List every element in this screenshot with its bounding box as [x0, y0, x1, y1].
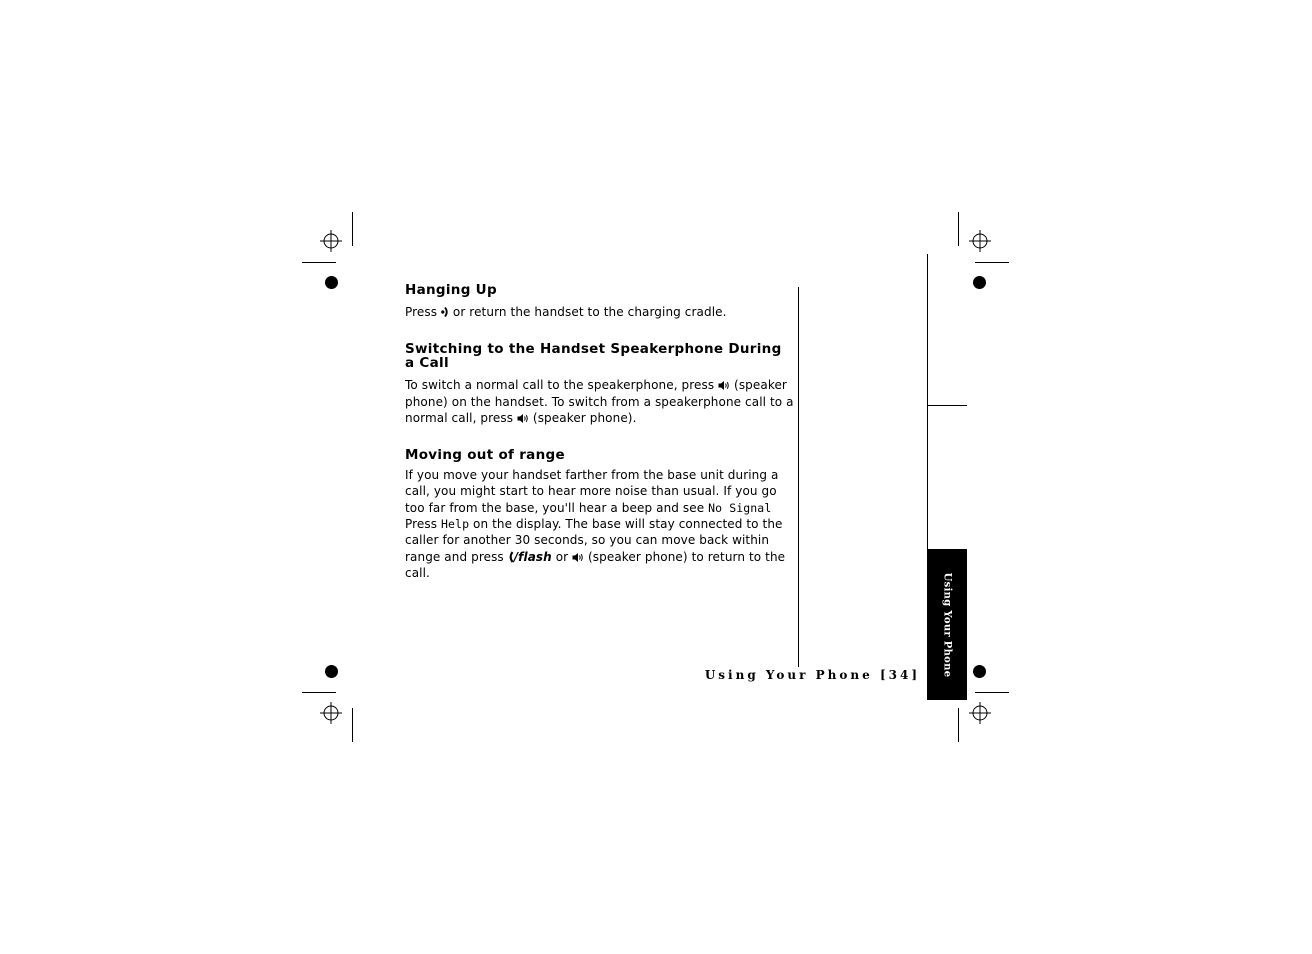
chapter-tab-label: Using Your Phone — [941, 572, 953, 677]
registration-dot — [973, 276, 986, 289]
page-content — [405, 283, 795, 581]
crop-mark — [302, 692, 336, 693]
section-hanging-up — [405, 283, 795, 320]
crop-mark — [958, 708, 959, 742]
page-footer: Using Your Phone [34] — [704, 668, 920, 682]
registration-target-icon — [320, 230, 342, 252]
registration-target-icon — [969, 230, 991, 252]
section-heading: Hanging Up — [405, 282, 497, 298]
registration-dot — [325, 276, 338, 289]
chapter-tab — [927, 549, 967, 700]
crop-mark — [302, 262, 336, 263]
side-margin-tick — [927, 405, 967, 406]
section-out-of-range — [405, 448, 795, 581]
speakerphone-icon — [572, 552, 584, 563]
end-call-icon — [441, 306, 449, 318]
section-speakerphone — [405, 342, 795, 426]
section-body: If you move your handset farther from the base unit during a call, you might start to hear more noise than usual. If you go too far from the base, you'll hear a beep and see No Signal Press Help on the display. The base will stay connected to the caller for another 30 seconds, so you can move back within range and press /flash or (speaker phone) to return to the call. — [405, 468, 786, 580]
crop-mark — [352, 708, 353, 742]
speakerphone-icon — [718, 380, 730, 391]
flash-key-label: /flash — [513, 549, 552, 564]
section-body: Press or return the handset to the charging cradle. — [405, 305, 727, 319]
lcd-text-no-signal: No Signal — [708, 500, 772, 515]
crop-mark — [975, 262, 1009, 263]
crop-mark — [975, 692, 1009, 693]
speakerphone-icon — [517, 413, 529, 424]
registration-target-icon — [320, 702, 342, 724]
crop-mark — [352, 212, 353, 246]
crop-mark — [958, 212, 959, 246]
registration-dot — [973, 665, 986, 678]
lcd-text-help: Help — [441, 517, 470, 532]
section-body: To switch a normal call to the speakerphone, press (speaker phone) on the handset. To switch from a speakerphone call to a normal call, press (speaker phone). — [405, 378, 794, 425]
side-margin-rule — [927, 254, 928, 549]
section-heading: Moving out of range — [405, 447, 565, 464]
registration-dot — [325, 665, 338, 678]
registration-target-icon — [969, 702, 991, 724]
section-heading: Switching to the Handset Speakerphone During a Call — [405, 341, 782, 372]
column-divider — [798, 287, 799, 667]
